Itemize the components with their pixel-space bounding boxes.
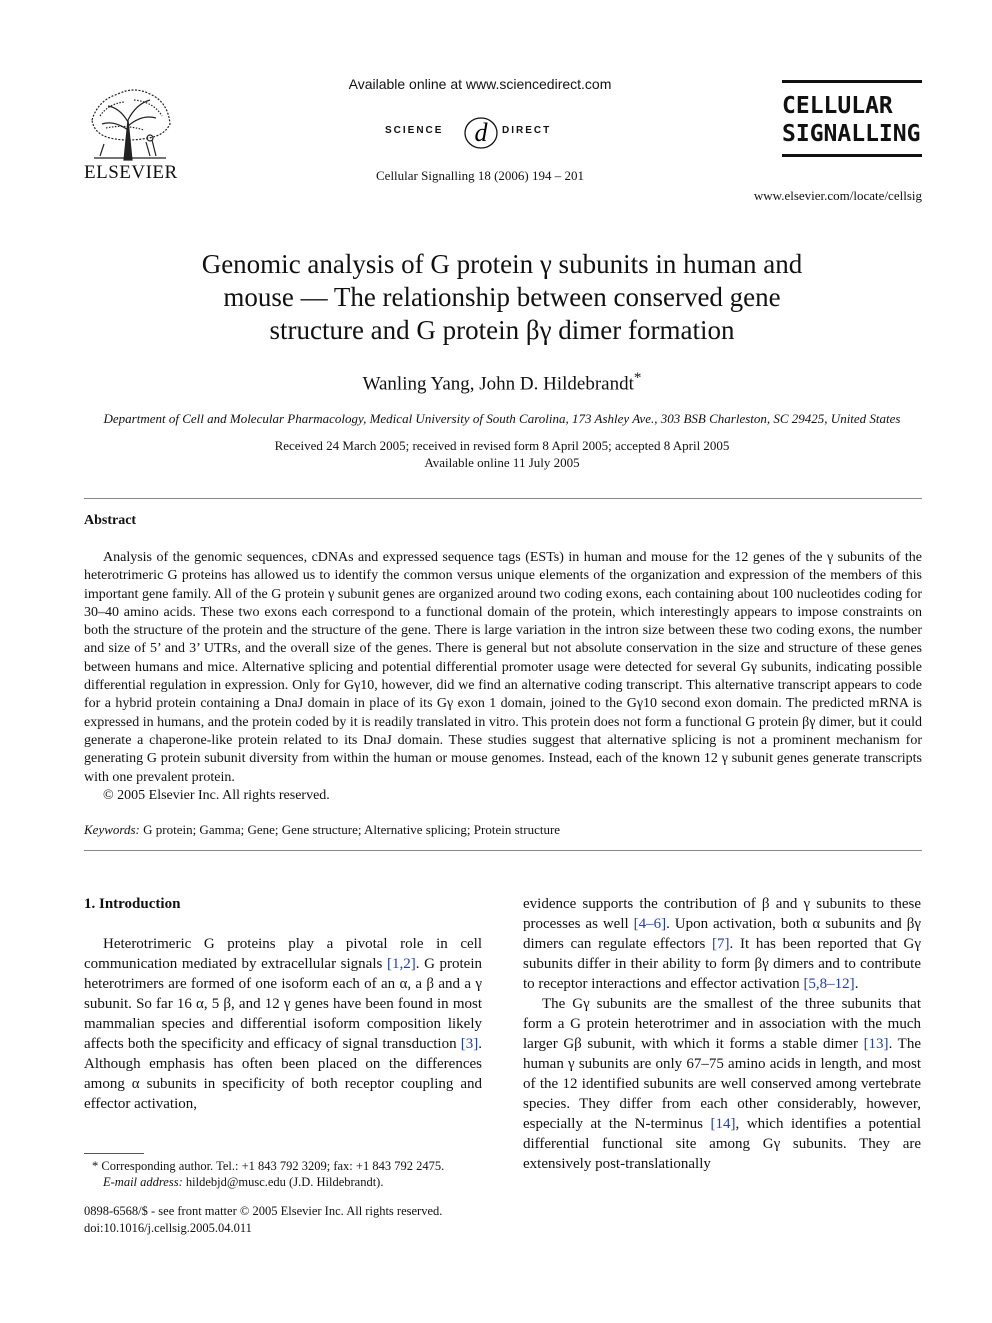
received-dates (200, 437, 804, 471)
journal-name-line2: SIGNALLING (782, 121, 921, 147)
citation-link[interactable]: [5,8–12] (803, 976, 855, 992)
journal-logo-top-bar (782, 80, 922, 83)
citation-link[interactable]: [14] (710, 1116, 736, 1132)
title-line-1: Genomic analysis of G protein γ subunits in human and (201, 249, 803, 279)
text-span: The Gγ subunits are the smallest of the three subunits that form a G protein heterotrimer and in association with the much larger Gβ subunit, with which it forms a stable dimer (523, 996, 921, 1052)
received-line: Received 24 March 2005; received in revised form 8 April 2005; accepted 8 April 2005 (274, 438, 730, 453)
sciencedirect-d-icon (463, 111, 499, 151)
text-span: , which identifies a potential differential functional site among Gγ subunits. They are extensively post-translationally (523, 1116, 921, 1172)
footnote (84, 1158, 482, 1190)
abstract-bottom-rule (84, 850, 922, 851)
journal-url-link[interactable]: www.elsevier.com/locate/cellsig (753, 188, 922, 203)
abstract-body (84, 549, 922, 805)
keywords (84, 822, 922, 838)
intro-paragraph-1-continued (523, 894, 921, 994)
sciencedirect-left-text: SCIENCE (385, 125, 444, 136)
affiliation: Department of Cell and Molecular Pharmacology, Medical University of South Carolina, 173 Ashley Ave., 303 BSB Charleston, SC 29425, United States (103, 411, 901, 426)
email-label: E-mail address: (103, 1175, 183, 1189)
citation-link[interactable]: [13] (863, 1036, 889, 1052)
publisher-name: ELSEVIER (84, 162, 178, 183)
footnote-star: * (92, 1159, 99, 1173)
journal-logo-bottom-bar (782, 154, 922, 157)
right-column (523, 894, 921, 1174)
abstract-heading: Abstract (84, 513, 137, 528)
paper-title (120, 248, 884, 347)
text-span: . G protein heterotrimers are formed of one isoform each of an α, a β and a γ subunit. So far 16 α, 5 β, and 12 γ genes have been found in most mammalian species and differential isoform composition likely affects both the specificity and efficacy of signal transduction (84, 956, 482, 1052)
left-column (84, 894, 482, 1114)
author-names: Wanling Yang, John D. Hildebrandt (362, 373, 634, 395)
footnote-rule (84, 1153, 144, 1154)
citation-link[interactable]: [3] (460, 1036, 479, 1052)
footnote-corresponding-text: Corresponding author. Tel.: +1 843 792 3209; fax: +1 843 792 2475. (101, 1159, 445, 1173)
corresponding-author-mark[interactable]: * (633, 370, 642, 386)
abstract-text: Analysis of the genomic sequences, cDNAs and expressed sequence tags (ESTs) in human and mouse for the 12 genes of the γ subunits of the heterotrimeric G proteins has allowed us to identify the common versus unique elements of the organization and expression of the members of this important gene family. All of the G protein γ subunit genes are organized around two coding exons, each containing about 100 nucleotides coding for 30–40 amino acids. These two exons each correspond to a functional domain of the protein, which interestingly appears to impose constraints on both the structure of the protein and the structure of the gene. There is large variation in the intron size between these two coding exons, the number and size of 5’ and 3’ UTRs, and the overall size of the genes. There is general but not absolute conservation in the size and structure of these genes between humans and mice. Alternative splicing and potential differential promoter usage were detected for several Gγ subunits, indicating possible differential regulation in expression. Only for Gγ10, however, did we find an alternative coding transcript. This alternative transcript appears to code for a hybrid protein containing a DnaJ domain in place of its Gγ exon 1 domain, joined to the Gγ10 second exon domain. The predicted mRNA is expressed in humans, and the protein coded by it is readily translated in vitro. This protein does not form a functional G protein βγ dimer, but it could generate a chaperone-like protein related to its DnaJ domain. These studies suggest that alternative splicing is not a prominent mechanism for generating G protein subunit diversity from within the human or mouse genomes. Instead, each of the known 12 γ subunit genes generate transcripts with one prevalent protein. (84, 550, 922, 785)
email-link[interactable]: hildebjd@musc.edu (J.D. Hildebrandt). (185, 1175, 384, 1189)
citation-link[interactable]: [7] (712, 936, 730, 952)
citation-link[interactable]: [1,2] (386, 956, 416, 972)
doi-link[interactable]: doi:10.1016/j.cellsig.2005.04.011 (84, 1221, 252, 1235)
issn-doi (84, 1203, 504, 1237)
footnote-email (84, 1174, 482, 1190)
title-line-3: structure and G protein βγ dimer formation (269, 315, 735, 345)
journal-reference: Cellular Signalling 18 (2006) 194 – 201 (376, 168, 584, 183)
text-span: Heterotrimeric G proteins play a pivotal role in cell communication mediated by extracellular signals (84, 936, 482, 972)
svg-text:d: d (474, 118, 488, 147)
text-span: . Upon activation, both α subunits and βγ dimers can regulate effectors (523, 916, 921, 952)
keywords-list: G protein; Gamma; Gene; Gene structure; Alternative splicing; Protein structure (143, 822, 561, 837)
sciencedirect-right-text: DIRECT (502, 125, 552, 136)
issn-line: 0898-6568/$ - see front matter © 2005 Elsevier Inc. All rights reserved. (84, 1204, 443, 1218)
available-line: Available online 11 July 2005 (424, 455, 580, 470)
abstract-top-rule (84, 498, 922, 499)
text-span: . The human γ subunits are only 67–75 amino acids in length, and most of the 12 identified subunits are well conserved among vertebrate species. They differ from each other considerably, however, especially at the N-terminus (523, 1036, 921, 1132)
citation-link[interactable]: [4–6] (633, 916, 667, 932)
intro-paragraph-1 (84, 934, 482, 1114)
text-span: evidence supports the contribution of β and γ subunits to these processes as well (523, 896, 921, 932)
title-line-2: mouse — The relationship between conserved gene (223, 282, 781, 312)
keywords-label: Keywords: (84, 822, 140, 837)
text-span: . It has been reported that Gγ subunits differ in their ability to form βγ dimers and to contribute to receptor interactions and effector activation (523, 936, 922, 992)
section-heading-introduction: 1. Introduction (84, 896, 181, 912)
authors (200, 370, 804, 395)
elsevier-tree-icon (84, 80, 176, 162)
footnote-corresponding (84, 1158, 482, 1174)
available-online-text: Available online at www.sciencedirect.com (348, 76, 612, 92)
text-span: . (854, 976, 859, 992)
journal-name-line1: CELLULAR (782, 93, 893, 119)
text-span: . Although emphasis has often been placed on the differences among α subunits in specificity of both receptor coupling and effector activation, (84, 1036, 482, 1112)
intro-paragraph-2 (523, 994, 921, 1174)
sciencedirect-logo (385, 113, 575, 153)
abstract-copyright: © 2005 Elsevier Inc. All rights reserved. (103, 787, 330, 803)
journal-logo (782, 80, 922, 157)
